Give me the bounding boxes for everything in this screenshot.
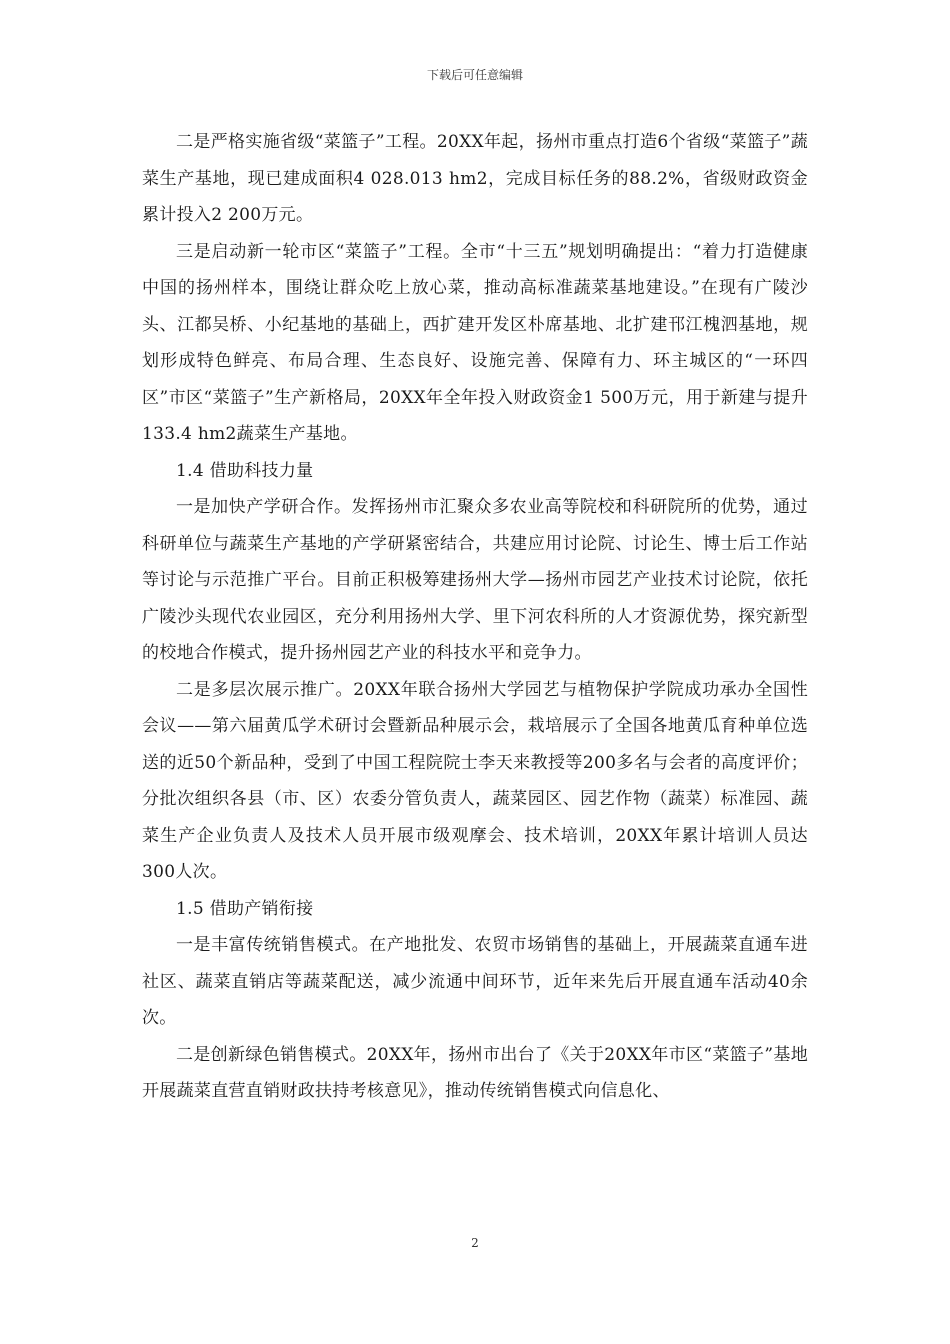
paragraph-research-cooperation: 一是加快产学研合作。发挥扬州市汇聚众多农业高等院校和科研院所的优势，通过科研单位与蔬菜生产基地的产学研紧密结合，共建应用讨论院、讨论生、博士后工作站等讨论与示范推广平台。目前正积极筹建扬州大学—扬州市园艺产业技术讨论院，依托广陵沙头现代农业园区，充分利用扬州大学、里下河农科所的人才资源优势，探究新型的校地合作模式，提升扬州园艺产业的科技水平和竞争力。 [142, 497, 808, 663]
paragraph-demonstration: 二是多层次展示推广。20XX年联合扬州大学园艺与植物保护学院成功承办全国性会议——第六届黄瓜学术研讨会暨新品种展示会，栽培展示了全国各地黄瓜育种单位选送的近50个新品种，受到了中国工程院院士李天来教授等200多名与会者的高度评价；分批次组织各县（市、区）农委分管负责人，蔬菜园区、园艺作物（蔬菜）标准园、蔬菜生产企业负责人及技术人员开展市级观摩会、技术培训，20XX年累计培训人员达300人次。 [142, 679, 808, 882]
section-heading-technology: 1.4 借助科技力量 [176, 460, 314, 481]
section-heading-sales: 1.5 借助产销衔接 [176, 898, 314, 919]
page-header: 下载后可任意编辑 [426, 68, 523, 82]
page-number: 2 [471, 1236, 479, 1250]
document-body [142, 124, 808, 1110]
paragraph-green-sales: 二是创新绿色销售模式。20XX年，扬州市出台了《关于20XX年市区“菜篮子”基地开展蔬菜直营直销财政扶持考核意见》，推动传统销售模式向信息化、 [142, 1044, 808, 1101]
paragraph-city-basket: 三是启动新一轮市区“菜篮子”工程。全市“十三五”规划明确提出：“着力打造健康中国的扬州样本，围绕让群众吃上放心菜，推动高标准蔬菜基地建设。”在现有广陵沙头、江都吴桥、小纪基地的基础上，西扩建开发区朴席基地、北扩建邗江槐泗基地，规划形成特色鲜亮、布局合理、生态良好、设施完善、保障有力、环主城区的“一环四区”市区“菜篮子”生产新格局，20XX年全年投入财政资金1 500万元，用于新建与提升133.4 hm2蔬菜生产基地。 [142, 241, 808, 444]
paragraph-traditional-sales: 一是丰富传统销售模式。在产地批发、农贸市场销售的基础上，开展蔬菜直通车进社区、蔬菜直销店等蔬菜配送，减少流通中间环节，近年来先后开展直通车活动40余次。 [142, 935, 808, 1028]
paragraph-provincial-basket: 二是严格实施省级“菜篮子”工程。20XX年起，扬州市重点打造6个省级“菜篮子”蔬菜生产基地，现已建成面积4 028.013 hm2，完成目标任务的88.2%，省级财政资金累计投入2 200万元。 [142, 132, 808, 225]
